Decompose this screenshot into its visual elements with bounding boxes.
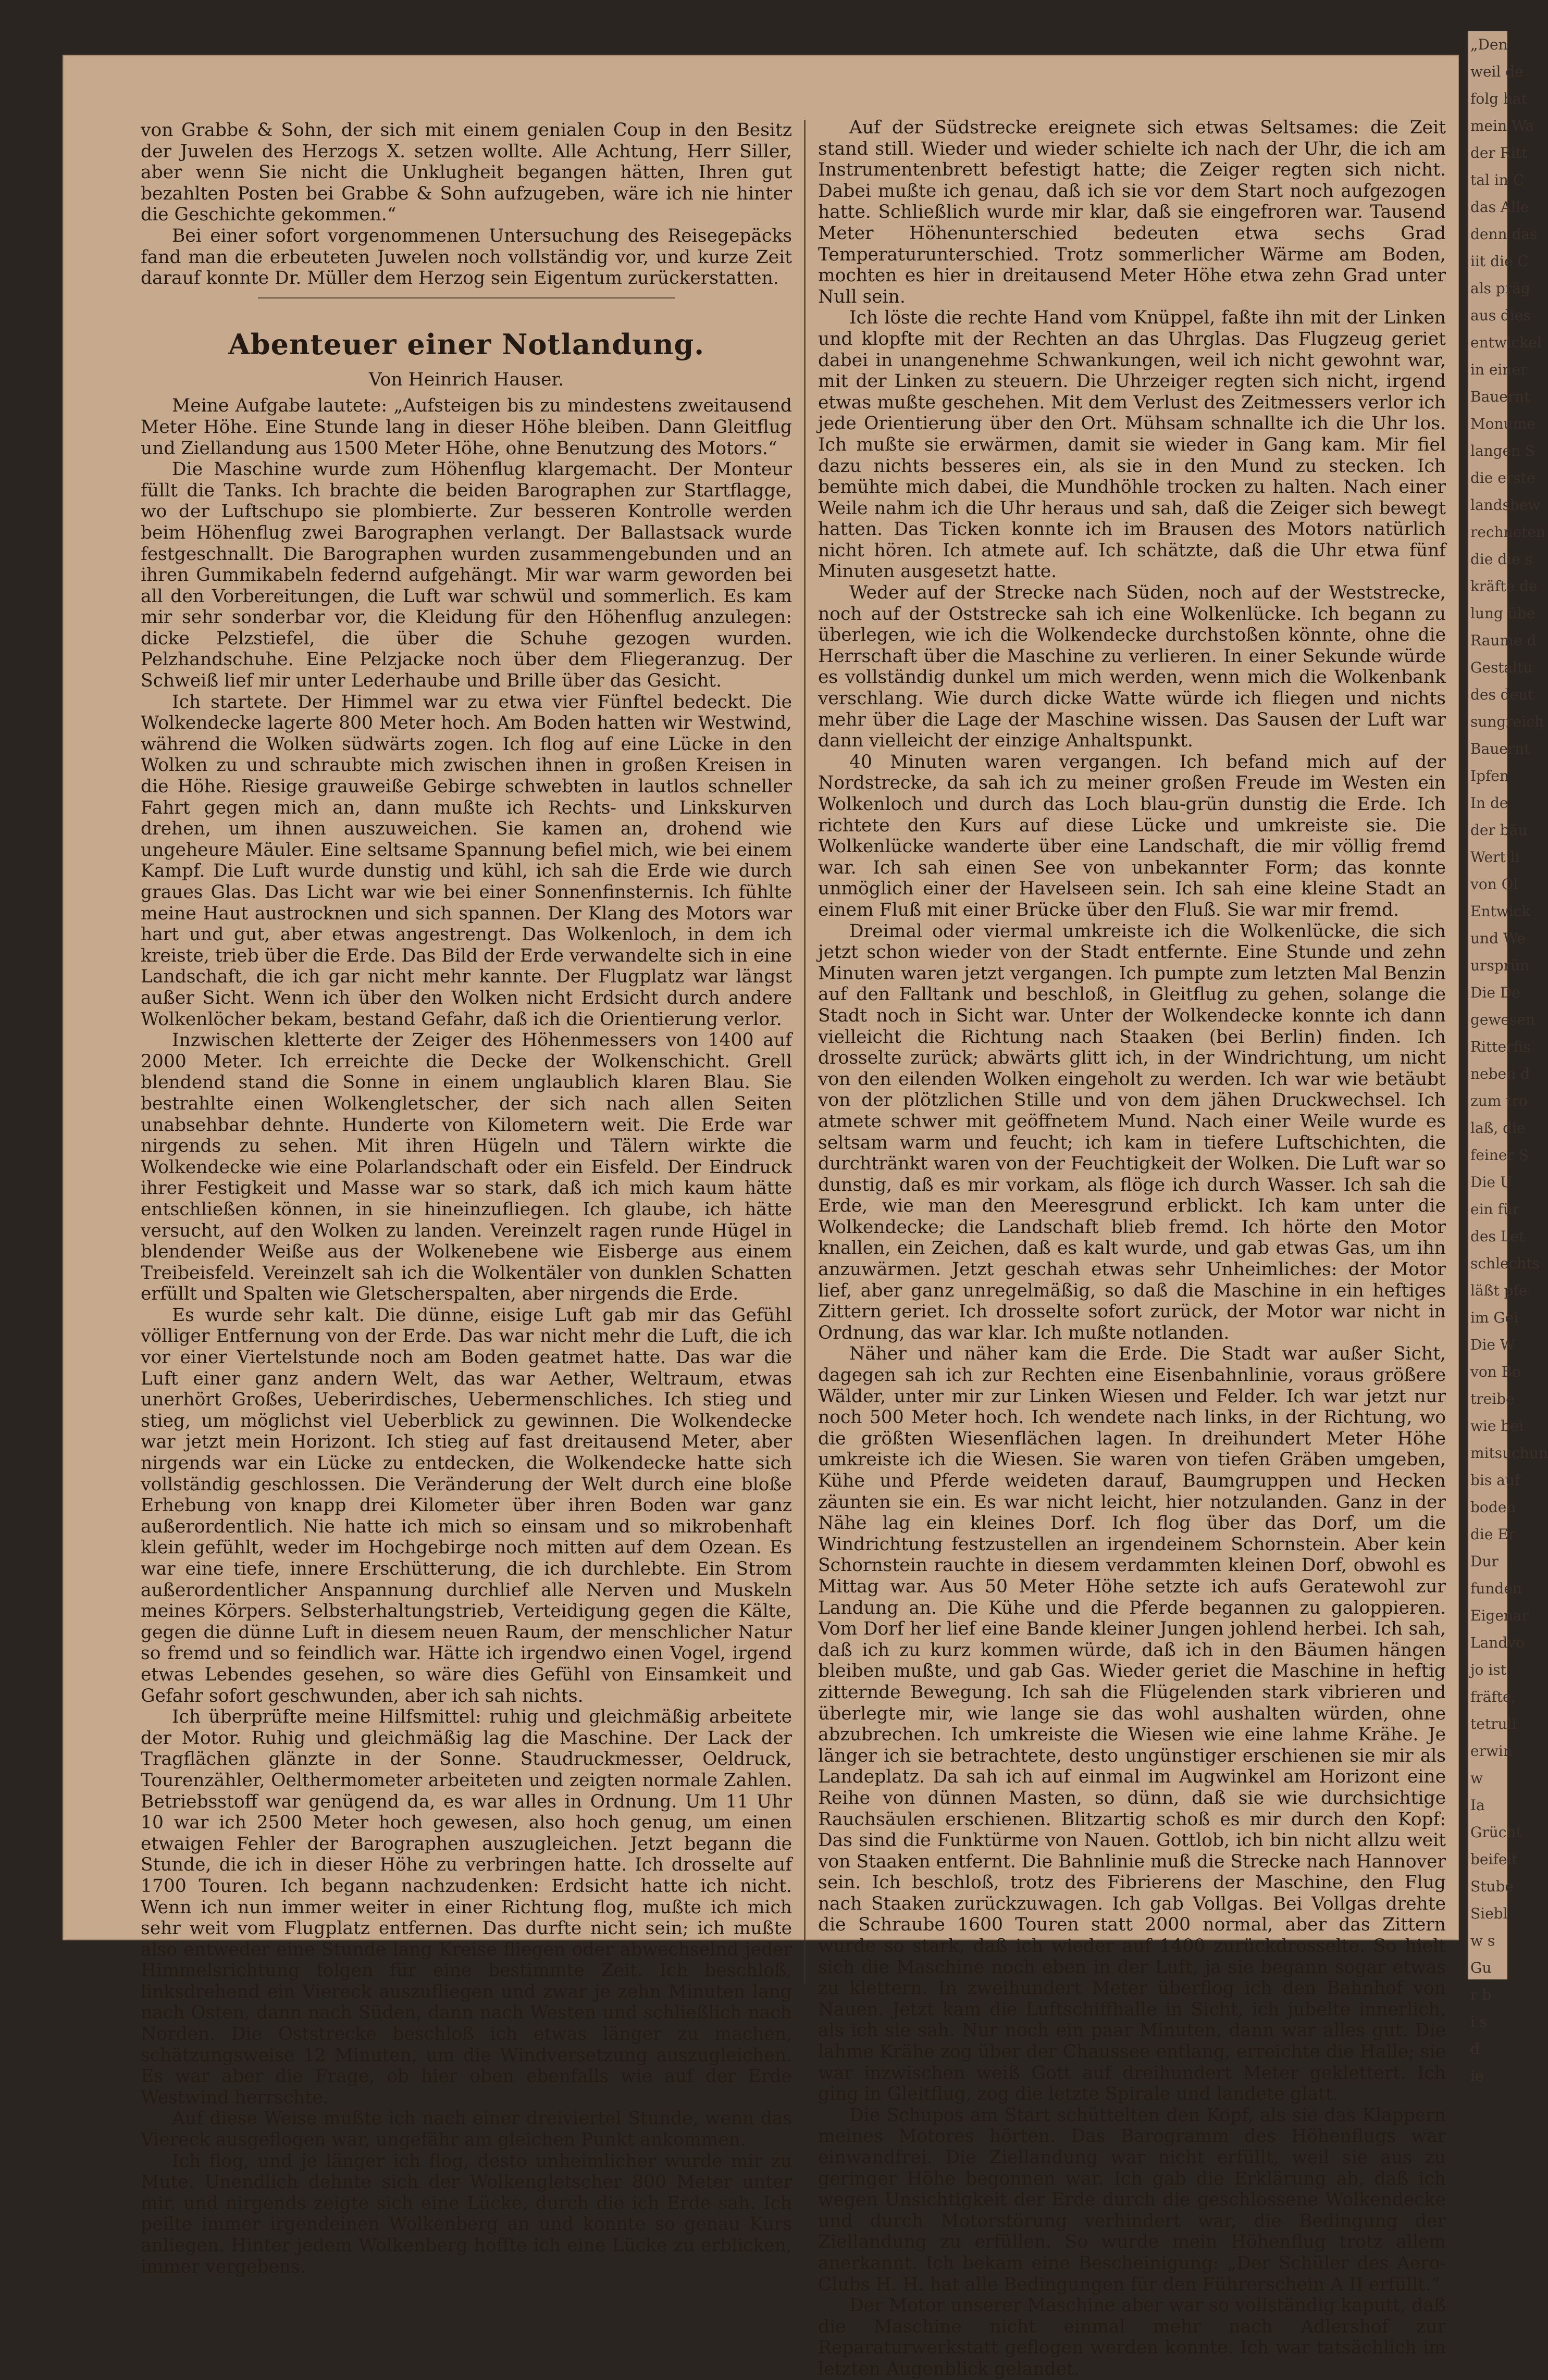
adjacent-page-fragment: Gu [1470, 1959, 1492, 1976]
adjacent-page-fragment: schlechts [1470, 1255, 1540, 1272]
adjacent-page-fragment: Grücht [1470, 1824, 1522, 1841]
adjacent-page-fragment: als präg [1470, 280, 1530, 297]
adjacent-page-fragment: Entwick [1470, 903, 1531, 920]
adjacent-page-fragment: des deut [1470, 686, 1534, 703]
adjacent-page-fragment: „Den [1470, 36, 1508, 53]
adjacent-page-fragment: der Ritt [1470, 144, 1528, 161]
adjacent-page-fragment: Bauernt [1470, 740, 1530, 757]
left-column [141, 120, 792, 2277]
body-paragraph: Ich startete. Der Himmel war zu etwa vier Fünftel bedeckt. Die Wolkendecke lagerte 800 Meter hoch. Am Boden hatten wir Westwind, während die Wolken südwärts zogen. Ich flog auf eine Lücke in den Wolken zu und schraubte mich zwischen ihnen in großen Kreisen in die Höhe. Riesige grauweiße Gebirge schwebten in lautlos schneller Fahrt gegen mich an, dann mußte ich Rechts- und Linkskurven drehen, um ihnen auszuweichen. Sie kamen an, drohend wie ungeheure Mäuler. Eine seltsame Spannung befiel mich, wie bei einem Kampf. Die Luft wurde dunstig und kühl, ich sah die Erde wie durch graues Glas. Das Licht war wie bei einer Sonnenfinsternis. Ich fühlte meine Haut austrocknen und sich spannen. Der Klang des Motors war hart und gut, aber etwas angestrengt. Das Wolkenloch, in dem ich kreiste, trieb über die Erde. Das Bild der Erde verwandelte sich in eine Landschaft, die ich gar nicht mehr kannte. Der Flugplatz war längst außer Sicht. Wenn ich über den Wolken nicht Erdsicht durch andere Wolkenlöcher bekam, bestand Gefahr, daß ich die Orientierung verlor. [141, 691, 792, 1030]
adjacent-page-fragment: langen S [1470, 442, 1535, 459]
adjacent-page-fragment: denn das [1470, 226, 1538, 243]
adjacent-page-fragment: Landvo [1470, 1634, 1525, 1651]
adjacent-page-fragment: weil de [1470, 63, 1524, 80]
article-byline: Von Heinrich Hauser. [368, 369, 564, 390]
adjacent-page-fragment: tal in C [1470, 171, 1525, 189]
adjacent-page-fragment: fräfte, [1470, 1688, 1516, 1705]
adjacent-page-fragment: beifeit [1470, 1851, 1518, 1868]
adjacent-page-fragment: feiner S [1470, 1147, 1529, 1164]
adjacent-page-fragment: die die s [1470, 551, 1533, 568]
adjacent-page-fragment: Bauernt [1470, 388, 1530, 405]
adjacent-page-fragment: boden [1470, 1499, 1516, 1516]
adjacent-page-fragment: kräfte de [1470, 578, 1538, 595]
section-rule [258, 297, 675, 298]
right-column [818, 117, 1446, 2380]
adjacent-page-fragment: ein für [1470, 1201, 1520, 1218]
adjacent-page-fragment: in einer [1470, 361, 1528, 378]
adjacent-page-fragment: w s [1470, 1932, 1495, 1949]
adjacent-page-fragment: aus dies [1470, 307, 1531, 324]
body-paragraph: 40 Minuten waren vergangen. Ich befand mich auf der Nordstrecke, da sah ich zu meiner großen Freude im Westen ein Wolkenloch und durch das Loch blau-grün dunstig die Erde. Ich richtete den Kurs auf diese Lücke und umkreiste sie. Die Wolkenlücke wanderte über eine Landschaft, die mir völlig fremd war. Ich sah einen See von unbekannter Form; das konnte unmöglich einer der Havelseen sein. Ich sah eine kleine Stadt an einem Fluß mit einer Brücke über den Fluß. Sie war mir fremd. [818, 751, 1446, 920]
adjacent-page-fragment: Ritterfis [1470, 1038, 1531, 1055]
body-paragraph: Näher und näher kam die Erde. Die Stadt war außer Sicht, dagegen sah ich zur Rechten eine Eisenbahnlinie, voraus größere Wälder, unter mir zur Linken Wiesen und Felder. Ich war jetzt nur noch 500 Meter hoch. Ich wendete nach links, in der Richtung, wo die größten Wiesenflächen lagen. In dreihundert Meter Höhe umkreiste ich die Wiesen. Sie waren von tiefen Gräben umgeben, Kühe und Pferde weideten darauf, Baumgruppen und Hecken zäunten sie ein. Es war nicht leicht, hier notzulanden. Ganz in der Nähe lag ein kleines Dorf. Ich flog über das Dorf, um die Windrichtung festzustellen an irgendeinem Schornstein. Aber kein Schornstein rauchte in diesem verdammten kleinen Dorf, obwohl es Mittag war. Aus 50 Meter Höhe setzte ich aufs Geratewohl zur Landung an. Die Kühe und die Pferde begannen zu galoppieren. Vom Dorf her lief eine Bande kleiner Jungen johlend herbei. Ich sah, daß ich zu kurz kommen würde, daß ich in den Bäumen hängen bleiben mußte, und gab Gas. Wieder geriet die Maschine in heftig zitternde Bewegung. Ich sah die Flügelenden stark vibrieren und überlegte mir, wie lange sie das wohl aushalten würden, ohne abzubrechen. Ich umkreiste die Wiesen wie eine lahme Krähe. Je länger ich sie betrachtete, desto ungünstiger erschienen sie mir als Landeplatz. Da sah ich auf einmal im Augwinkel am Horizont eine Reihe von dünnen Masten, so dünn, daß sie wie durchsichtige Rauchsäulen erschienen. Blitzartig schoß es mir durch den Kopf: Das sind die Funktürme von Nauen. Gottlob, ich bin nicht allzu weit von Staaken entfernt. Die Bahnlinie muß die Strecke nach Hannover sein. Ich beschloß, trotz des Fibrierens der Maschine, den Flug nach Staaken zurückzuwagen. Ich gab Vollgas. Bei Vollgas drehte die Schraube 1600 Touren statt 2000 normal, aber das Zittern wurde so stark, daß ich wieder auf 1400 zurückdrosselte. So hielt sich die Maschine noch eben in der Luft, ja sie begann sogar etwas zu klettern. In zweihundert Meter überflog ich den Bahnhof von Nauen. Jetzt kam die Luftschiffhalle in Sicht, ich jubelte innerlich, als ich sie sah. Nur noch ein paar Minuten, dann war alles gut. Die lahme Krähe zog über der Chaussee entlang, erreichte die Halle; sie war inzwischen weiß Gott auf dreihundert Meter geklettert. Ich ging in Gleitflug, zog die letzte Spirale und landete glatt. [818, 1343, 1446, 2105]
adjacent-page-fragment: Siebl [1470, 1905, 1508, 1922]
adjacent-page-fragment: laß, die [1470, 1119, 1526, 1137]
adjacent-page-fragment: d [1470, 2040, 1480, 2058]
adjacent-page-fragment: von Ol [1470, 876, 1518, 893]
adjacent-page-fragment: landsbew [1470, 496, 1541, 514]
adjacent-page-fragment: ie [1470, 2067, 1484, 2085]
adjacent-page-fragment: mein Wa [1470, 117, 1534, 134]
body-paragraph: Die Schupos am Start schüttelten den Kopf, als sie das Klappern meines Motores hörten. Das Barogramm des Höhenflugs war einwandfrei. Die Ziellandung war nicht erfüllt, weil sie aus zu geringer Höhe begonnen war. Ich gab die Erklärung ab, daß ich wegen Unsichtigkeit der Erde durch die geschlossene Wolkendecke und durch Motorstörung verhindert war, die Bedingung der Ziellandung zu erfüllen. So wurde mein Höhenflug trotz allem anerkannt. Ich bekam eine Bescheinigung: „Der Schüler des Aero-Clubs H. H. hat alle Bedingungen für den Führerschein A II erfüllt.“ [818, 2104, 1446, 2295]
intro-paragraph: von Grabbe & Sohn, der sich mit einem genialen Coup in den Besitz der Juwelen des Herzogs X. setzen wollte. Alle Achtung, Herr Siller, aber wenn Sie nicht die Unklugheit begangen hätten, Ihren gut bezahlten Posten bei Grabbe & Sohn aufzugeben, wäre ich nie hinter die Geschichte gekommen.“ [141, 120, 792, 226]
adjacent-page-fragment: rechneten [1470, 524, 1546, 541]
adjacent-page-fragment: treibe [1470, 1390, 1515, 1407]
adjacent-page-fragment: wie bei [1470, 1417, 1524, 1435]
adjacent-page-fragment: Die U [1470, 1174, 1513, 1191]
adjacent-page-fragment: das Alle [1470, 198, 1529, 216]
adjacent-page-fragment: erwin [1470, 1742, 1513, 1760]
adjacent-page-fragment: ursprün [1470, 957, 1530, 974]
adjacent-page-fragment: im Gei [1470, 1309, 1519, 1326]
adjacent-page-fragment: r b [1470, 1986, 1492, 2003]
adjacent-page-fragment: folg hat [1470, 90, 1527, 107]
adjacent-page-fragment: Gestaltu [1470, 659, 1533, 676]
body-paragraph: Inzwischen kletterte der Zeiger des Höhenmessers von 1400 auf 2000 Meter. Ich erreichte die Decke der Wolkenschicht. Grell blendend stand die Sonne in einem unglaublich klaren Blau. Sie bestrahlte einen Wolkengletscher, der sich nach allen Seiten unabsehbar dehnte. Hunderte von Kilometern weit. Die Erde war nirgends zu sehen. Mit ihren Hügeln und Tälern wirkte die Wolkendecke wie eine Polarlandschaft oder ein Eisfeld. Der Eindruck ihrer Festigkeit und Masse war so stark, daß ich mich kaum hätte entschließen können, in sie hineinzufliegen. Ich glaube, ich hätte versucht, auf den Wolken zu landen. Vereinzelt ragen runde Hügel in blendender Weiße aus der Wolkenebene wie Eisberge aus einem Treibeisfeld. Vereinzelt sah ich die Wolkentäler von dunklen Schatten erfüllt und Spalten wie Gletscherspalten, aber nirgends die Erde. [141, 1030, 792, 1305]
adjacent-page-fragment: Ia [1470, 1797, 1485, 1814]
adjacent-page-fragment: In de [1470, 794, 1508, 812]
adjacent-page-fragment: Wert li [1470, 849, 1520, 866]
adjacent-page-fragment: der bäu [1470, 821, 1528, 839]
adjacent-page-fragment: lung übe [1470, 605, 1535, 622]
adjacent-page-fragment: neben d [1470, 1065, 1530, 1082]
adjacent-page-fragment: tetruli [1470, 1715, 1517, 1733]
adjacent-page-fragment: entwickel [1470, 334, 1542, 351]
adjacent-page-fragment: funden [1470, 1580, 1522, 1597]
body-paragraph: Die Maschine wurde zum Höhenflug klargemacht. Der Monteur füllt die Tanks. Ich brachte die beiden Barographen zur Startflagge, wo der Luftschupo sie plombierte. Zur besseren Kontrolle werden beim Höhenflug zwei Barographen verlangt. Der Ballastsack wurde festgeschnallt. Die Barographen wurden zusammengebunden und an ihren Gummikabeln federnd aufgehängt. Mir war warm geworden bei all den Vorbereitungen, die Luft war schwül und sommerlich. Es kam mir sehr sonderbar vor, die Kleidung für den Höhenflug anzulegen: dicke Pelzstiefel, die über die Schuhe gezogen wurden. Pelzhandschuhe. Eine Pelzjacke noch über dem Fliegeranzug. Der Schweiß lief mir unter Lederhaube und Brille über das Gesicht. [141, 459, 792, 692]
adjacent-page-fragment: mitsuchun [1470, 1444, 1548, 1462]
article-title: Abenteuer einer Notlandung. [228, 327, 705, 361]
adjacent-page-fragment: Raume d [1470, 632, 1537, 649]
adjacent-page-fragment: jo ist [1470, 1661, 1507, 1678]
adjacent-page-fragment: zum tro [1470, 1092, 1528, 1110]
body-paragraph: Der Motor unserer Maschine aber war so vollständig kaputt, daß die Maschine nicht einmal mehr nach Adlershof zur Reparaturwerkstatt geflogen werden konnte. Ich war tatsächlich im letzten Augenblick gelandet. [818, 2295, 1446, 2379]
adjacent-page-fragment: von Bo [1470, 1363, 1521, 1380]
adjacent-page-fragment: bis auf [1470, 1472, 1520, 1489]
adjacent-page-fragment: des Let [1470, 1228, 1525, 1245]
adjacent-page-fragment: Eigenar [1470, 1607, 1529, 1624]
adjacent-page-fragment: die erste [1470, 469, 1535, 487]
adjacent-page-fragment: iit die C [1470, 253, 1529, 270]
adjacent-page-fragment: Stube [1470, 1878, 1514, 1895]
column-divider [804, 120, 806, 1985]
body-paragraph: Ich flog, und je länger ich flog, desto unheimlicher wurde mir zu Mute. Unendlich dehnte sich der Wolkengletscher 800 Meter unter mir, und nirgends zeigte sich eine Lücke, durch die ich Erde sah. Ich peilte immer irgendeinen Wolkenberg an und konnte so genau Kurs anliegen. Hinter jedem Wolkenberg hoffte ich eine Lücke zu erblicken, immer vergebens. [141, 2150, 792, 2277]
adjacent-page-fragment: w [1470, 1770, 1483, 1787]
body-paragraph: Es wurde sehr kalt. Die dünne, eisige Luft gab mir das Gefühl völliger Entfernung von der Erde. Das war nicht mehr die Luft, die ich vor einer Viertelstunde noch am Boden geatmet hatte. Das war die Luft einer ganz andern Welt, das war Aether, Weltraum, etwas unerhört Großes, Ueberirdisches, Uebermenschliches. Ich stieg und stieg, um möglichst viel Ueberblick zu gewinnen. Die Wolkendecke war jetzt mein Horizont. Ich stieg auf fast dreitausend Meter, aber nirgends war ein Lücke zu entdecken, die Wolkendecke hatte sich vollständig geschlossen. Die Veränderung der Welt durch eine bloße Erhebung von knapp drei Kilometer über ihren Boden war ganz außerordentlich. Nie hatte ich mich so einsam und so mikrobenhaft klein gefühlt, weder im Hochgebirge noch mitten auf dem Ozean. Es war eine tiefe, innere Erschütterung, die ich durchlebte. Ein Strom außerordentlicher Anspannung durchlief alle Nerven und Muskeln meines Körpers. Selbsterhaltungstrieb, Verteidigung gegen die Kälte, gegen die dünne Luft in diesem neuen Raum, der menschlicher Natur so fremd und so feindlich war. Hätte ich irgendwo einen Vogel, irgend etwas Lebendes gesehen, so wäre dies Gefühl von Einsamkeit und Gefahr sofort geschwunden, aber ich sah nichts. [141, 1304, 792, 1706]
body-paragraph: Ich überprüfte meine Hilfsmittel: ruhig und gleichmäßig arbeitete der Motor. Ruhig und gleichmäßig lag die Maschine. Der Lack der Tragflächen glänzte in der Sonne. Staudruckmesser, Oeldruck, Tourenzähler, Oelthermometer arbeiteten und zeigten normale Zahlen. Betriebsstoff war genügend da, es war alles in Ordnung. Um 11 Uhr 10 war ich 2500 Meter hoch gewesen, also hoch genug, um einen etwaigen Fehler der Barographen auszugleichen. Jetzt begann die Stunde, die ich in dieser Höhe zu verbringen hatte. Ich drosselte auf 1700 Touren. Ich begann nachzudenken: Erdsicht hatte ich nicht. Wenn ich nun immer weiter in einer Richtung flog, mußte ich mich sehr weit vom Flugplatz entfernen. Das durfte nicht sein; ich mußte also entweder eine Stunde lang Kreise fliegen oder abwechselnd jeder Himmelsrichtung folgen für eine bestimmte Zeit. Ich beschloß, linksdrehend ein Viereck auszufliegen und zwar je zehn Minuten lang nach Osten, dann nach Süden, dann nach Westen und schließlich nach Norden. Die Oststrecke beschloß ich etwas länger zu machen, schätzungsweise 12 Minuten, um die Windversetzung auszugleichen. Es war aber die Frage, ob hier oben ebenfalls wie auf der Erde Westwind herrschte. [141, 1706, 792, 2108]
body-paragraph: Auf diese Weise mußte ich nach einer dreiviertel Stunde, wenn das Viereck ausgeflogen war, ungefähr am gleichen Punkt ankommen. [141, 2108, 792, 2151]
adjacent-page-fragment: Ipfen [1470, 767, 1509, 784]
body-paragraph: Dreimal oder viermal umkreiste ich die Wolkenlücke, die sich jetzt schon wieder von der Stadt entfernte. Eine Stunde und zehn Minuten waren jetzt vergangen. Ich pumpte zum letzten Mal Benzin auf den Falltank und beschloß, in Gleitflug zu gehen, solange die Stadt noch in Sicht war. Unter der Wolkendecke konnte ich dann vielleicht die Richtung nach Staaken (bei Berlin) finden. Ich drosselte zurück; abwärts glitt ich, in der Windrichtung, um nicht von den eilenden Wolken eingeholt zu werden. Ich war wie betäubt von der plötzlichen Stille und von dem jähen Druckwechsel. Ich atmete schwer mit geöffnetem Mund. Nach einer Weile wurde es seltsam warm und feucht; ich kam in tiefere Luftschichten, die durchtränkt waren von der Feuchtigkeit der Wolken. Die Luft war so dunstig, daß es mir vorkam, als flöge ich durch Wasser. Ich sah die Erde, wie man den Meeresgrund erblickt. Ich kam unter die Wolkendecke; die Landschaft blieb fremd. Ich hörte den Motor knallen, ein Zeichen, daß es kalt wurde, und gab etwas Gas, um ihn anzuwärmen. Jetzt geschah etwas sehr Unheimliches: der Motor lief, aber ganz unregelmäßig, so daß die Maschine in ein heftiges Zittern geriet. Ich drosselte sofort zurück, der Motor war nicht in Ordnung, das war klar. Ich mußte notlanden. [818, 920, 1446, 1343]
adjacent-page-fragment: Monume [1470, 415, 1535, 432]
body-paragraph: Weder auf der Strecke nach Süden, noch auf der Weststrecke, noch auf der Oststrecke sah ich eine Wolkenlücke. Ich begann zu überlegen, wie ich die Wolkendecke durchstoßen könnte, ohne die Herrschaft über die Maschine zu verlieren. In einer Sekunde würde es vollständig dunkel um mich werden, wenn mich die Wolkenbank verschlang. Wie durch dicke Watte würde ich fliegen und nichts mehr über die Lage der Maschine wissen. Das Sausen der Luft war dann vielleicht der einzige Anhaltspunkt. [818, 582, 1446, 752]
adjacent-page-fragment: läßt pfe [1470, 1282, 1528, 1299]
body-paragraph: Auf der Südstrecke ereignete sich etwas Seltsames: die Zeit stand still. Wieder und wieder schielte ich nach der Uhr, die ich am Instrumentenbrett befestigt hatte; die Zeiger regten sich nicht. Dabei mußte ich genau, daß ich sie vor dem Start noch aufgezogen hatte. Schließlich wurde mir klar, daß sie eingefroren war. Tausend Meter Höhenunterschied bedeuten etwa sechs Grad Temperaturunterschied. Trotz sommerlicher Wärme am Boden, mochten es hier in dreitausend Meter Höhe etwa zehn Grad unter Null sein. [818, 117, 1446, 307]
adjacent-page-strip [1467, 31, 1548, 2085]
body-paragraph: Meine Aufgabe lautete: „Aufsteigen bis zu mindestens zweitausend Meter Höhe. Eine Stunde lang in dieser Höhe bleiben. Dann Gleitflug und Ziellandung aus 1500 Meter Höhe, ohne Benutzung des Motors.“ [141, 395, 792, 459]
adjacent-page-fragment: Dur [1470, 1553, 1499, 1570]
adjacent-page-fragment: gewesen [1470, 1011, 1535, 1028]
adjacent-page-fragment: i s [1470, 2013, 1488, 2030]
intro-paragraph: Bei einer sofort vorgenommenen Untersuchung des Reisegepäcks fand man die erbeuteten Juwelen noch vollständig vor, und kurze Zeit darauf konnte Dr. Müller dem Herzog sein Eigentum zurückerstatten. [141, 225, 792, 289]
adjacent-page-fragment: sungreich [1470, 713, 1544, 730]
adjacent-page-fragment: und We [1470, 930, 1526, 947]
adjacent-page-fragment: Die De [1470, 984, 1520, 1001]
body-paragraph: Ich löste die rechte Hand vom Knüppel, faßte ihn mit der Linken und klopfte mit der Rechten an das Uhrglas. Das Flugzeug geriet dabei in unangenehme Schwankungen, weil ich nicht gewohnt war, mit der Linken zu steuern. Die Uhrzeiger regten sich nicht, irgend etwas mußte geschehen. Mit dem Verlust des Zeitmessers verlor ich jede Orientierung über den Ort. Mühsam schnallte ich die Uhr los. Ich mußte sie erwärmen, damit sie wieder in Gang kam. Mir fiel dazu nichts besseres ein, als sie in den Mund zu stecken. Ich bemühte mich dabei, die Mundhöhle trocken zu halten. Nach einer Weile nahm ich die Uhr heraus und sah, daß die Zeiger sich bewegt hatten. Das Ticken konnte ich im Brausen des Motors natürlich nicht hören. Ich atmete auf. Ich schätzte, daß die Uhr etwa fünf Minuten ausgesetzt hatte. [818, 307, 1446, 582]
adjacent-page-fragment: Die W [1470, 1336, 1515, 1353]
adjacent-page-fragment: die Er [1470, 1526, 1516, 1543]
